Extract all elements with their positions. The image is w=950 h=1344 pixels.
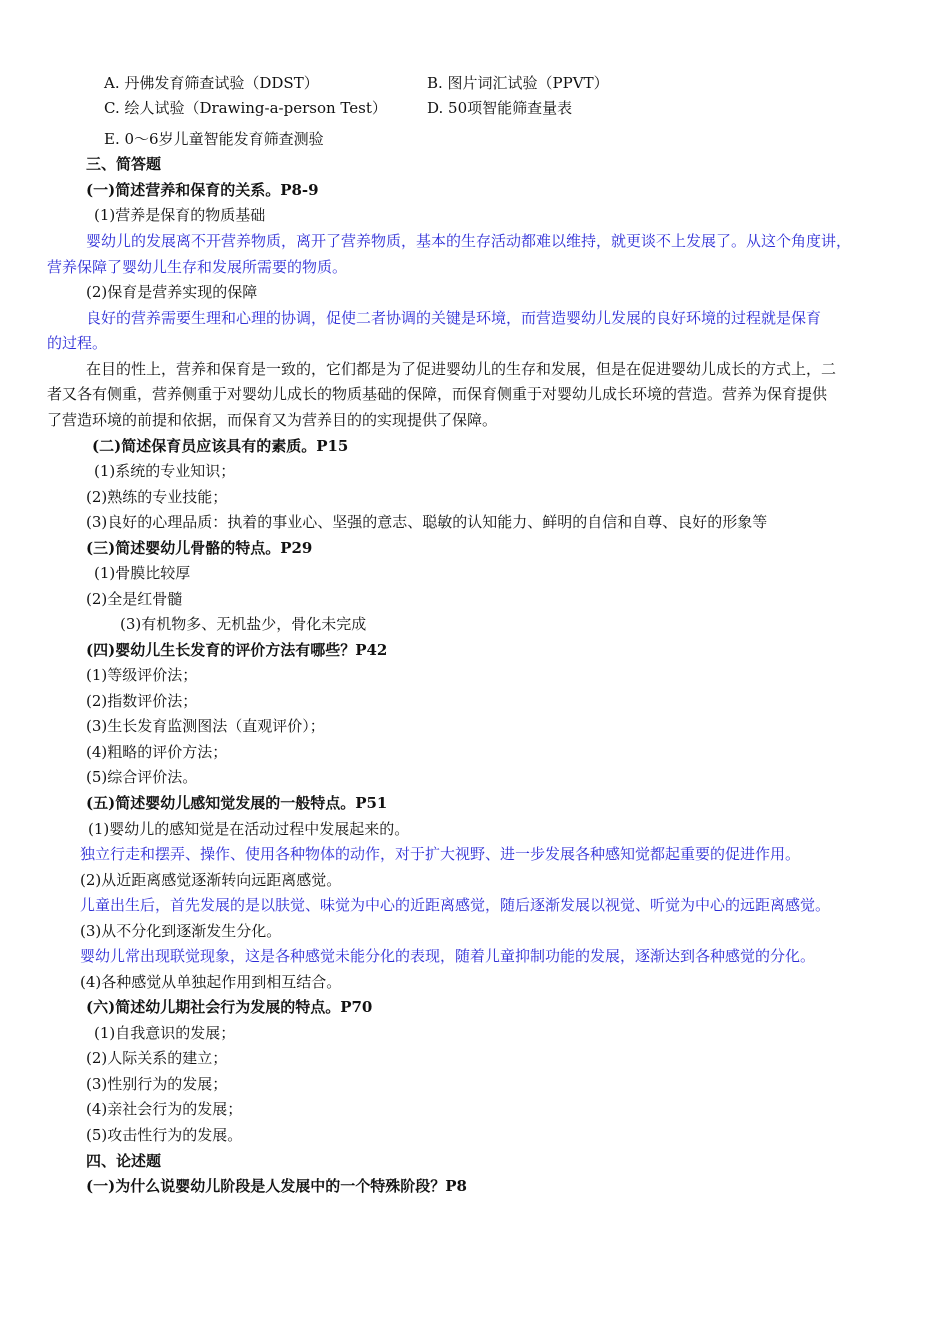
answer-explanation: 营养保障了婴幼儿生存和发展所需要的物质。 [47,258,348,276]
answer-point: (2)保育是营养实现的保障 [86,283,258,301]
section-heading: 三、简答题 [86,155,162,173]
answer-point: (2)人际关系的建立； [86,1049,228,1067]
question-title: (三)简述婴幼儿骨骼的特点。P29 [86,539,313,557]
answer-point: (1)婴幼儿的感知觉是在活动过程中发展起来的。 [88,820,410,838]
answer-explanation: 的过程。 [47,334,108,352]
question-title: (四)婴幼儿生长发育的评价方法有哪些？P42 [86,641,388,659]
answer-explanation: 独立行走和摆弄、操作、使用各种物体的动作，对于扩大视野、进一步发展各种感知觉都起重要的促进作用。 [80,845,801,863]
question-title: (一)简述营养和保育的关系。P8-9 [86,181,319,199]
answer-point: (5)攻击性行为的发展。 [86,1126,243,1144]
question-title: (五)简述婴幼儿感知觉发展的一般特点。P51 [86,794,388,812]
answer-point: (1)自我意识的发展； [94,1024,236,1042]
answer-summary: 在目的性上，营养和保育是一致的，它们都是为了促进婴幼儿的生存和发展，但是在促进婴幼儿成长的方式上，二 [86,360,837,378]
answer-point: (1)等级评价法； [86,666,198,684]
answer-point: (2)熟练的专业技能； [86,488,228,506]
answer-point: (4)亲社会行为的发展； [86,1100,243,1118]
question-title: (二)简述保育员应该具有的素质。P15 [92,437,349,455]
answer-summary: 者又各有侧重，营养侧重于对婴幼儿成长的物质基础的保障，而保育侧重于对婴幼儿成长环境的营造。营养为保育提供 [47,385,828,403]
question-title: (一)为什么说婴幼儿阶段是人发展中的一个特殊阶段？P8 [86,1177,467,1195]
answer-point: (3)生长发育监测图法（直观评价）； [86,717,325,735]
option-d: D. 50项智能筛查量表 [427,99,573,117]
answer-point: (2)指数评价法； [86,692,198,710]
answer-point: (5)综合评价法。 [86,768,198,786]
option-a: A. 丹佛发育筛查试验（DDST） [104,74,319,92]
answer-point: (3)从不分化到逐渐发生分化。 [80,922,282,940]
answer-point: (3)性别行为的发展； [86,1075,228,1093]
answer-point: (4)粗略的评价方法； [86,743,228,761]
answer-point: (2)全是红骨髓 [86,590,183,608]
option-e: E. 0～6岁儿童智能发育筛查测验 [104,130,324,148]
answer-explanation: 婴幼儿常出现联觉现象，这是各种感觉未能分化的表现，随着儿童抑制功能的发展，逐渐达到各种感觉的分化。 [80,947,816,965]
question-title: (六)简述幼儿期社会行为发展的特点。P70 [86,998,373,1016]
answer-explanation: 良好的营养需要生理和心理的协调，促使二者协调的关键是环境，而营造婴幼儿发展的良好环境的过程就是保育 [86,309,822,327]
answer-explanation: 婴幼儿的发展离不开营养物质，离开了营养物质，基本的生存活动都难以维持，就更谈不上发展了。从这个角度讲， [86,232,852,250]
answer-explanation: 儿童出生后，首先发展的是以肤觉、味觉为中心的近距离感觉，随后逐渐发展以视觉、听觉为中心的远距离感觉。 [80,896,831,914]
option-c: C. 绘人试验（Drawing-a-person Test） [104,99,387,117]
answer-point: (2)从近距离感觉逐渐转向远距离感觉。 [80,871,342,889]
answer-point: (3)有机物多、无机盐少，骨化未完成 [120,615,367,633]
answer-point: (4)各种感觉从单独起作用到相互结合。 [80,973,342,991]
answer-point: (1)营养是保育的物质基础 [94,206,266,224]
answer-point: (1)骨膜比较厚 [94,564,191,582]
answer-summary: 了营造环境的前提和依据，而保育又为营养目的的实现提供了保障。 [47,411,498,429]
answer-point: (1)系统的专业知识； [94,462,236,480]
option-b: B. 图片词汇试验（PPVT） [427,74,609,92]
answer-point: (3)良好的心理品质：执着的事业心、坚强的意志、聪敏的认知能力、鲜明的自信和自尊、良好的形象等 [86,513,768,531]
section-heading: 四、论述题 [86,1152,162,1170]
